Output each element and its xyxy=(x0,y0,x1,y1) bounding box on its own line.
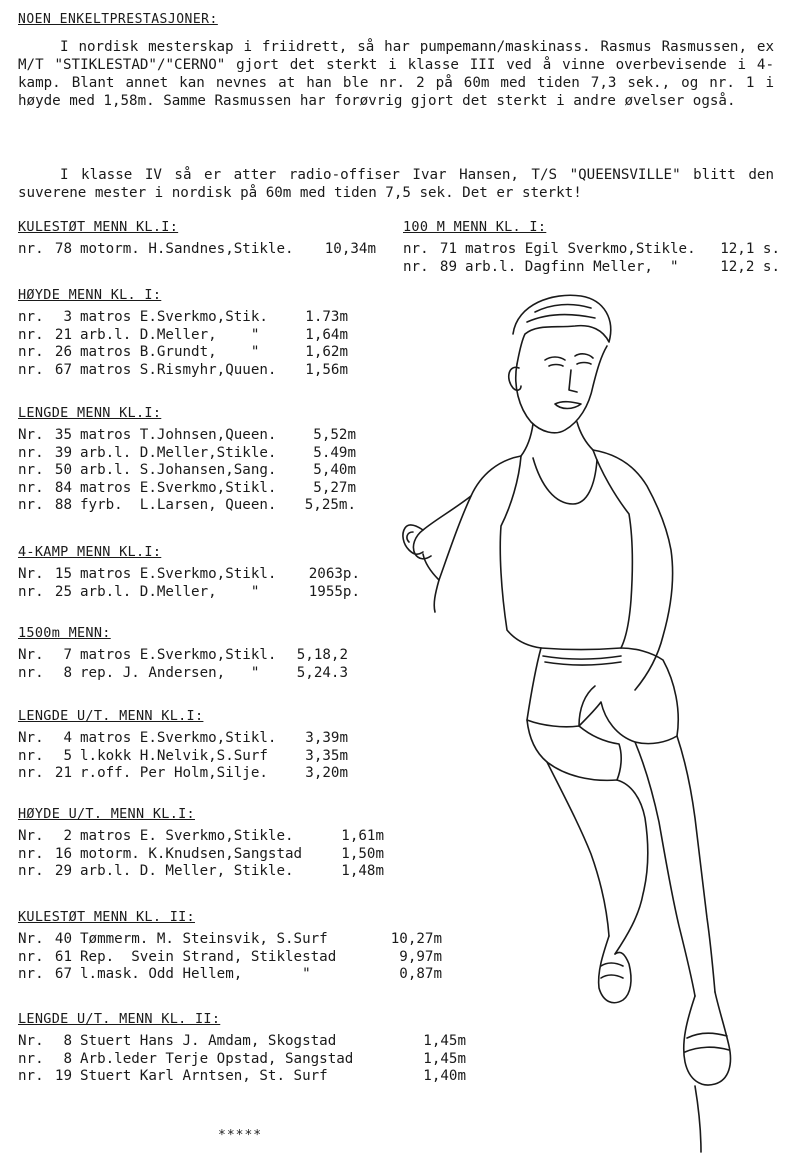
result-row: nr. 78 motorm. H.Sandnes,Stikle. 10,34m xyxy=(18,241,376,257)
result-row: nr. 19 Stuert Karl Arntsen, St. Surf 1,40m xyxy=(18,1068,466,1084)
result-row: Nr. 7 matros E.Sverkmo,Stikl. 5,18,2 xyxy=(18,647,348,663)
section-kulestot-kl1 xyxy=(18,219,376,259)
result-row: nr. 16 motorm. K.Knudsen,Sangstad 1,50m xyxy=(18,845,384,862)
intro-paragraph-1: I nordisk mesterskap i friidrett, så har pumpemann/maskinass. Rasmus Rasmussen, ex M/T "STIKLESTAD"/"CERNO" gjort det sterkt i klasse III ved å vinne overbevisende i 4-kamp. Blant annet kan nevnes at han ble nr. 2 på 60m med tiden 7,3 sek., og nr. 1 i høyde med 1,58m. Samme Rasmussen har forøvrig gjort det sterkt i andre øvelser også. xyxy=(18,39,774,109)
runner-illustration xyxy=(395,290,790,1160)
result-row: Nr. 40 Tømmerm. M. Steinsvik, S.Surf 10,27m xyxy=(18,931,442,947)
result-row: Nr. 4 matros E.Sverkmo,Stikl. 3,39m xyxy=(18,730,348,746)
result-row: nr. 26 matros B.Grundt, " 1,62m xyxy=(18,344,348,360)
section-title: LENGDE MENN KL.I: xyxy=(18,405,162,421)
section-lengde-ut-kl1 xyxy=(18,708,348,783)
section-title: KULESTØT MENN KL. II: xyxy=(18,909,195,925)
result-row: nr. 21 r.off. Per Holm,Silje. 3,20m xyxy=(18,765,348,781)
footer-stars: ***** xyxy=(218,1128,263,1143)
intro-paragraph-2: I klasse IV så er atter radio-offiser Ivar Hansen, T/S "QUEENSVILLE" blitt den suverene mester i nordisk på 60m med tiden 7,5 sek. Det er sterkt! xyxy=(18,167,774,201)
section-hoyde-ut-kl1 xyxy=(18,806,384,881)
result-row: nr. 5 l.kokk H.Nelvik,S.Surf 3,35m xyxy=(18,747,348,764)
section-100m-kl1 xyxy=(403,219,780,276)
section-title: 1500m MENN: xyxy=(18,625,111,641)
section-lengde-kl1 xyxy=(18,405,356,515)
section-hoyde-kl1 xyxy=(18,287,348,379)
section-4kamp-kl1 xyxy=(18,544,360,601)
result-row: nr. 89 arb.l. Dagfinn Meller, " 12,2 s. xyxy=(403,258,780,275)
result-row: nr. 39 arb.l. D.Meller,Stikle. 5.49m xyxy=(18,444,356,461)
result-row: nr. 88 fyrb. L.Larsen, Queen. 5,25m. xyxy=(18,497,356,513)
result-row: nr. 67 matros S.Rismyhr,Quuen. 1,56m xyxy=(18,361,348,378)
result-row: Nr. 2 matros E. Sverkmo,Stikle. 1,61m xyxy=(18,828,384,844)
result-row: nr. 50 arb.l. S.Johansen,Sang. 5,40m xyxy=(18,462,356,478)
result-row: nr. 71 matros Egil Sverkmo,Stikle. 12,1 s. xyxy=(403,241,780,257)
result-row: Nr. 35 matros T.Johnsen,Queen. 5,52m xyxy=(18,427,356,443)
section-title: 100 M MENN KL. I: xyxy=(403,219,547,235)
section-title: 4-KAMP MENN KL.I: xyxy=(18,544,162,560)
result-row: nr. 21 arb.l. D.Meller, " 1,64m xyxy=(18,326,348,343)
result-row: nr. 29 arb.l. D. Meller, Stikle. 1,48m xyxy=(18,863,384,879)
section-title: KULESTØT MENN KL.I: xyxy=(18,219,179,235)
section-kulestot-kl2 xyxy=(18,909,442,984)
result-row: nr. 8 rep. J. Andersen, " 5,24.3 xyxy=(18,664,348,681)
section-title: LENGDE U/T. MENN KL.I: xyxy=(18,708,204,724)
result-row: nr. 61 Rep. Svein Strand, Stiklestad 9,97m xyxy=(18,948,442,965)
page-title: NOEN ENKELTPRESTASJONER: xyxy=(18,12,218,27)
section-title: HØYDE MENN KL. I: xyxy=(18,287,162,303)
result-row: nr. 8 Arb.leder Terje Opstad, Sangstad 1,45m xyxy=(18,1050,466,1067)
result-row: nr. 25 arb.l. D.Meller, " 1955p. xyxy=(18,583,360,600)
section-title: LENGDE U/T. MENN KL. II: xyxy=(18,1011,221,1027)
result-row: Nr. 15 matros E.Sverkmo,Stikl. 2063p. xyxy=(18,566,360,582)
section-title: HØYDE U/T. MENN KL.I: xyxy=(18,806,195,822)
result-row: nr. 67 l.mask. Odd Hellem, " 0,87m xyxy=(18,966,442,982)
result-row: Nr. 8 Stuert Hans J. Amdam, Skogstad 1,45m xyxy=(18,1033,466,1049)
result-row: nr. 84 matros E.Sverkmo,Stikl. 5,27m xyxy=(18,479,356,496)
result-row: nr. 3 matros E.Sverkmo,Stik. 1.73m xyxy=(18,309,348,325)
section-1500m xyxy=(18,625,348,682)
